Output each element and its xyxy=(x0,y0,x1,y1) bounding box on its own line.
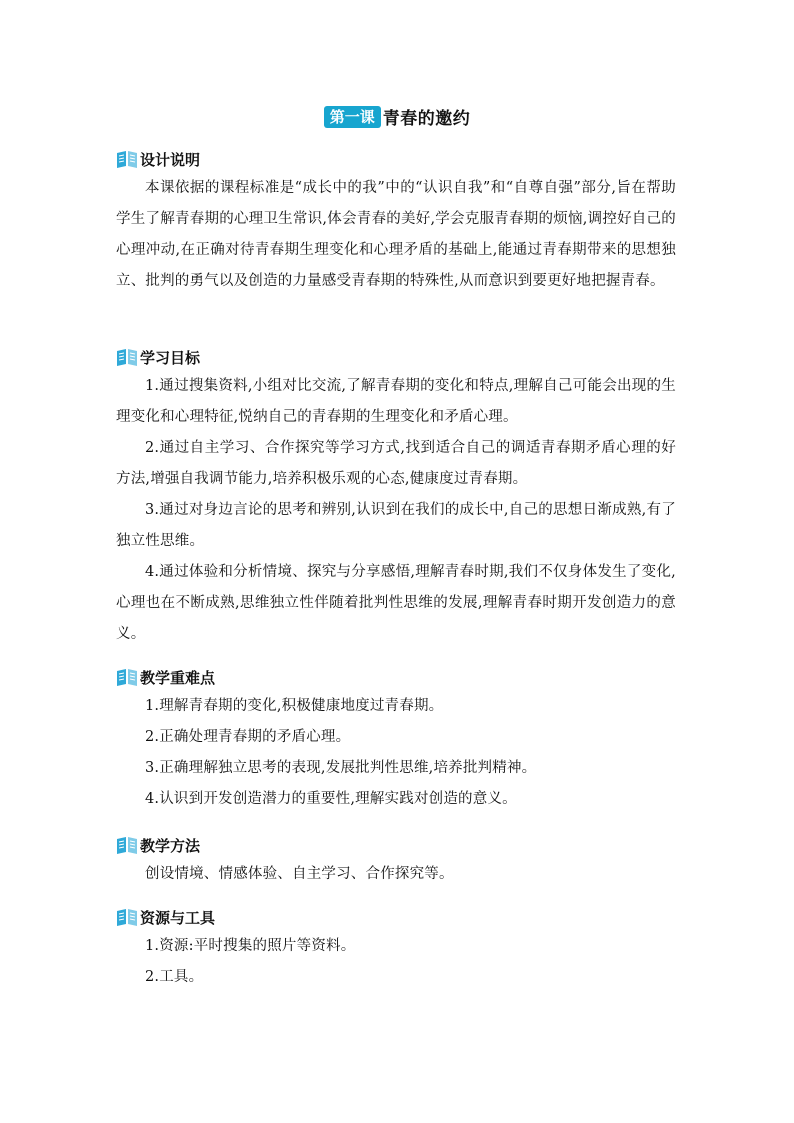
paragraph: 1.理解青春期的变化,积极健康地度过青春期。 xyxy=(145,698,444,714)
section-heading xyxy=(116,834,676,856)
paragraph: 3.通过对身边言论的思考和辨别,认识到在我们的成长中,自己的思想日渐成熟,有了独立性思维。 xyxy=(116,502,676,549)
open-book-icon xyxy=(116,149,138,169)
section-heading xyxy=(116,148,676,170)
open-book-icon xyxy=(116,347,138,367)
section-heading-text: 设计说明 xyxy=(140,150,201,169)
paragraph: 4.认识到开发创造潜力的重要性,理解实践对创造的意义。 xyxy=(145,791,517,807)
section-body xyxy=(116,371,676,650)
section-tools xyxy=(116,906,676,993)
lesson-title xyxy=(0,104,794,129)
paragraph: 1.资源:平时搜集的照片等资料。 xyxy=(145,938,356,954)
section-heading-text: 教学重难点 xyxy=(140,668,216,687)
paragraph: 本课依据的课程标准是“成长中的我”中的“认识自我”和“自尊自强”部分,旨在帮助学生了解青春期的心理卫生常识,体会青春的美好,学会克服青春期的烦恼,调控好自己的心理冲动,在正确对待青春期生理变化和心理矛盾的基础上,能通过青春期带来的思想独立、批判的勇气以及创造的力量感受青春期的特殊性,从而意识到要更好地把握青春。 xyxy=(116,180,676,289)
paragraph: 4.通过体验和分析情境、探究与分享感悟,理解青春时期,我们不仅身体发生了变化,心理也在不断成熟,思维独立性伴随着批判性思维的发展,理解青春时期开发创造力的意义。 xyxy=(116,564,676,642)
section-goals xyxy=(116,346,676,650)
lesson-title-text: 青春的邀约 xyxy=(382,109,471,129)
paragraph: 1.通过搜集资料,小组对比交流,了解青春期的变化和特点,理解自己可能会出现的生理变化和心理特征,悦纳自己的青春期的生理变化和矛盾心理。 xyxy=(116,378,676,425)
open-book-icon xyxy=(116,835,138,855)
open-book-icon xyxy=(116,667,138,687)
paragraph: 2.工具。 xyxy=(145,969,204,985)
open-book-icon xyxy=(116,907,138,927)
lesson-number-badge: 第一课 xyxy=(324,106,381,128)
section-heading xyxy=(116,666,676,688)
section-heading xyxy=(116,346,676,368)
section-body xyxy=(116,691,676,815)
section-method xyxy=(116,834,676,890)
section-body xyxy=(116,173,676,297)
paragraph: 2.正确处理青春期的矛盾心理。 xyxy=(145,729,351,745)
paragraph: 2.通过自主学习、合作探究等学习方式,找到适合自己的调适青春期矛盾心理的好方法,增强自我调节能力,培养积极乐观的心态,健康度过青春期。 xyxy=(116,440,676,487)
section-heading xyxy=(116,906,676,928)
section-heading-text: 学习目标 xyxy=(140,348,201,367)
section-heading-text: 教学方法 xyxy=(140,836,201,855)
section-body xyxy=(116,931,676,993)
section-key-points xyxy=(116,666,676,815)
section-design xyxy=(116,148,676,297)
paragraph: 3.正确理解独立思考的表现,发展批判性思维,培养批判精神。 xyxy=(145,760,537,776)
section-body xyxy=(116,859,676,890)
section-heading-text: 资源与工具 xyxy=(140,908,216,927)
paragraph: 创设情境、情感体验、自主学习、合作探究等。 xyxy=(145,866,454,882)
